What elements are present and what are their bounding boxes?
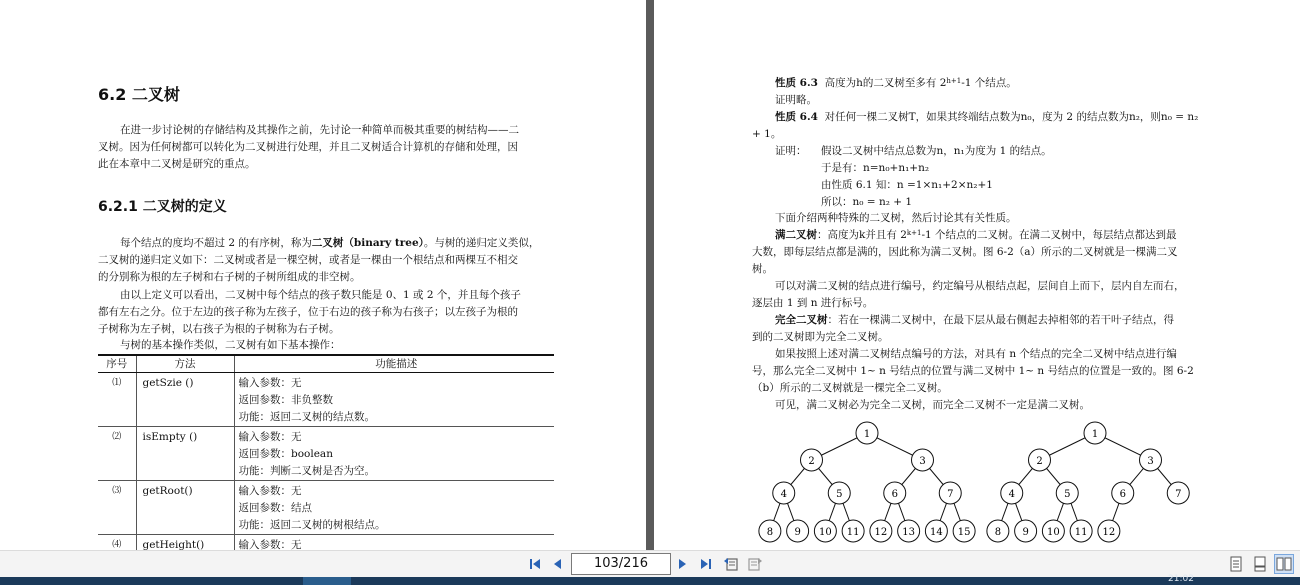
row-method: getRoot() bbox=[136, 480, 234, 534]
full-tree-node-label: 3 bbox=[919, 456, 926, 467]
full-binary-tree-def bbox=[775, 227, 1177, 244]
proof-line: 所以：n₀ = n₂ + 1 bbox=[821, 196, 913, 208]
two-page-icon bbox=[1276, 556, 1292, 572]
next-page-icon bbox=[675, 557, 689, 571]
full-tree-node-label: 7 bbox=[947, 489, 954, 500]
ops-intro-line: 与树的基本操作类似，二叉树有如下基本操作： bbox=[120, 339, 341, 351]
complete-tree-node-label: 11 bbox=[1074, 527, 1088, 538]
full-tree-node-label: 9 bbox=[794, 527, 801, 538]
taskbar-active-app[interactable] bbox=[303, 577, 351, 585]
complete-tree-node-label: 9 bbox=[1022, 527, 1029, 538]
definition-line: 二叉树的递归定义如下：二叉树或者是一棵空树，或者是一棵由一个根结点和两棵互不相交 bbox=[98, 254, 518, 266]
desc-line: 输入参数：无 bbox=[238, 538, 302, 551]
def-post: 。与树的递归定义类似， bbox=[423, 237, 540, 249]
row-no: ⑵ bbox=[98, 426, 136, 480]
full-pre: ：高度为k并且有 2 bbox=[817, 229, 907, 241]
desc-line: 输入参数：无 bbox=[238, 430, 302, 443]
property-6-3-sup: h+1 bbox=[946, 77, 962, 85]
full-line: 树。 bbox=[752, 263, 773, 275]
proof-line: 于是有：n=n₀+n₁+n₂ bbox=[821, 162, 930, 174]
section-title: 6.2 二叉树 bbox=[98, 85, 180, 104]
full-tree-node-label: 10 bbox=[819, 527, 832, 538]
row-desc bbox=[234, 426, 554, 480]
children-line: 子树称为左子树，以右孩子为根的子树称为右子树。 bbox=[98, 323, 340, 335]
row-desc bbox=[234, 372, 554, 426]
continuous-view-button[interactable] bbox=[1251, 555, 1269, 573]
complete-tree-node-label: 3 bbox=[1147, 456, 1154, 467]
full-tree-node-label: 1 bbox=[863, 429, 871, 440]
last-page-icon bbox=[699, 557, 713, 571]
full-tree-node-label: 6 bbox=[891, 489, 898, 500]
proof-line: 假设二叉树中结点总数为n，n₁为度为 1 的结点。 bbox=[821, 145, 1052, 157]
full-tree-node-label: 2 bbox=[808, 456, 815, 467]
left-page bbox=[0, 0, 646, 550]
complete-tree-node-label: 12 bbox=[1102, 527, 1116, 538]
complete-binary-tree-label: 完全二叉树 bbox=[775, 314, 828, 326]
complete-tree-node-label: 6 bbox=[1119, 489, 1126, 500]
children-line: 都有左右之分。位于左边的孩子称为左孩子，位于右边的孩子称为右孩子；以左孩子为根的 bbox=[98, 306, 518, 318]
row-method: getSzie () bbox=[136, 372, 234, 426]
full-tree-node-label: 13 bbox=[902, 527, 915, 538]
intro-line: 叉树。因为任何树都可以转化为二叉树进行处理，并且二叉树适合计算机的存储和处理，因 bbox=[98, 141, 518, 153]
numbering-line: 可以对满二叉树的结点进行编号，约定编号从根结点起，层间自上而下，层内自左而右， bbox=[775, 280, 1185, 292]
page-number-input[interactable]: 103/216 bbox=[571, 553, 671, 575]
row-desc bbox=[234, 480, 554, 534]
def-pre: 每个结点的度均不超过 2 的有序树，称为 bbox=[120, 237, 312, 249]
complete-tree-node-label: 4 bbox=[1008, 489, 1015, 500]
header-desc: 功能描述 bbox=[234, 355, 554, 372]
row-no: ⑶ bbox=[98, 480, 136, 534]
full-tree-node-label: 14 bbox=[930, 527, 943, 538]
def-keyword: 二叉树（binary tree） bbox=[311, 237, 424, 249]
os-taskbar bbox=[0, 574, 1300, 585]
back-icon bbox=[723, 556, 739, 572]
numbering-line: 逐层由 1 到 n 进行标号。 bbox=[752, 297, 874, 309]
numbered-line: （b）所示的二叉树就是一棵完全二叉树。 bbox=[752, 382, 948, 394]
complete-post: ：若在一棵满二叉树中，在最下层从最右侧起去掉相邻的若干叶子结点，得 bbox=[827, 314, 1174, 326]
property-6-3 bbox=[775, 75, 1017, 92]
complete-binary-tree-def bbox=[775, 312, 1174, 329]
complete-tree-node-label: 7 bbox=[1175, 489, 1182, 500]
definition-paragraph bbox=[98, 235, 550, 286]
single-page-view-button[interactable] bbox=[1227, 555, 1245, 573]
viewer-toolbar bbox=[0, 550, 1300, 577]
full-tree-node-label: 11 bbox=[846, 527, 860, 538]
full-tree-node-label: 4 bbox=[780, 489, 787, 500]
desc-line: 返回参数：结点 bbox=[238, 501, 312, 514]
row-method: getHeight() bbox=[136, 534, 234, 571]
special-intro: 下面介绍两种特殊的二叉树，然后讨论其有关性质。 bbox=[775, 212, 1017, 224]
numbered-line: 号，那么完全二叉树中 1~ n 号结点的位置与满二叉树中 1~ n 号结点的位置是一致的。图 6-2 bbox=[752, 365, 1194, 377]
single-page-icon bbox=[1229, 556, 1243, 572]
full-sup: k+1 bbox=[906, 229, 922, 237]
complete-tree-node-label: 1 bbox=[1091, 429, 1099, 440]
property-6-3-label: 性质 6.3 bbox=[775, 77, 818, 89]
numbered-line: 如果按照上述对满二叉树结点编号的方法，对具有 n 个结点的完全二叉树中结点进行编 bbox=[775, 348, 1177, 360]
full-binary-tree-label: 满二叉树 bbox=[775, 229, 817, 241]
first-page-icon bbox=[528, 557, 542, 571]
desc-line: 返回参数：非负整数 bbox=[238, 393, 333, 406]
header-method: 方法 bbox=[136, 355, 234, 372]
intro-paragraph bbox=[98, 122, 550, 173]
complete-tree-node-label: 10 bbox=[1047, 527, 1060, 538]
page-divider bbox=[646, 0, 654, 550]
full-line: 大数，即每层结点都是满的，因此称为满二叉树。图 6-2（a）所示的二叉树就是一棵满二叉 bbox=[752, 246, 1178, 258]
children-line: 由以上定义可以看出，二叉树中每个结点的孩子数只能是 0、1 或 2 个，并且每个孩子 bbox=[120, 289, 521, 301]
next-page-button[interactable] bbox=[673, 555, 691, 573]
header-no: 序号 bbox=[98, 355, 136, 372]
full-tree-node-label: 15 bbox=[957, 527, 971, 538]
row-method: isEmpty () bbox=[136, 426, 234, 480]
two-page-view-button[interactable] bbox=[1274, 554, 1294, 574]
desc-line: 功能：返回二叉树的树根结点。 bbox=[238, 518, 386, 531]
full-tree-node-label: 8 bbox=[766, 527, 774, 538]
property-6-3-text: 高度为h的二叉树至多有 2 bbox=[824, 77, 947, 89]
table-row bbox=[98, 426, 554, 480]
desc-line: 输入参数：无 bbox=[238, 484, 302, 497]
forward-icon bbox=[747, 556, 763, 572]
subsection-title: 6.2.1 二叉树的定义 bbox=[98, 199, 227, 215]
desc-line: 功能：返回二叉树的结点数。 bbox=[238, 410, 375, 423]
table-header-row bbox=[98, 355, 554, 372]
property-6-4-label: 性质 6.4 bbox=[775, 111, 818, 123]
full-tree-node-label: 12 bbox=[874, 527, 888, 538]
operations-table bbox=[98, 354, 554, 571]
continuous-page-icon bbox=[1253, 556, 1267, 572]
desc-line: 功能：判断二叉树是否为空。 bbox=[238, 464, 375, 477]
taskbar-clock: 21:02 bbox=[1168, 574, 1194, 584]
proof-line: 由性质 6.1 知：n =1×n₁+2×n₂+1 bbox=[821, 179, 993, 191]
proof-omitted: 证明略。 bbox=[775, 94, 817, 106]
prev-page-button[interactable] bbox=[549, 555, 567, 573]
complete-line: 到的二叉树即为完全二叉树。 bbox=[752, 331, 889, 343]
definition-line: 的分别称为根的左子树和右子树的子树所组成的非空树。 bbox=[98, 271, 361, 283]
table-row bbox=[98, 372, 554, 426]
property-6-3-post: -1 个结点。 bbox=[961, 77, 1017, 89]
first-page-button[interactable] bbox=[526, 555, 544, 573]
complete-tree-node-label: 5 bbox=[1064, 489, 1071, 500]
table-row bbox=[98, 480, 554, 534]
row-no: ⑷ bbox=[98, 534, 136, 571]
complete-tree-node-label: 2 bbox=[1036, 456, 1043, 467]
binary-tree-figure bbox=[752, 418, 1202, 550]
back-button[interactable] bbox=[722, 555, 740, 573]
desc-line: 输入参数：无 bbox=[238, 376, 302, 389]
row-no: ⑴ bbox=[98, 372, 136, 426]
complete-tree-node-label: 8 bbox=[994, 527, 1002, 538]
property-6-4-text: 对任何一棵二叉树T，如果其终端结点数为n₀，度为 2 的结点数为n₂，则n₀ = n₂ bbox=[824, 111, 1199, 123]
intro-line: 在进一步讨论树的存储结构及其操作之前，先讨论一种简单而极其重要的树结构——二 bbox=[120, 124, 519, 136]
forward-button[interactable] bbox=[746, 555, 764, 573]
desc-line: 返回参数：boolean bbox=[238, 447, 333, 460]
definition-first-line bbox=[98, 235, 550, 252]
full-post: -1 个结点的二叉树。在满二叉树中，每层结点都达到最 bbox=[921, 229, 1177, 241]
children-paragraph bbox=[98, 287, 550, 338]
intro-line: 此在本章中二叉树是研究的重点。 bbox=[98, 158, 256, 170]
property-6-4 bbox=[775, 109, 1198, 126]
last-page-button[interactable] bbox=[697, 555, 715, 573]
conclusion: 可见，满二叉树必为完全二叉树，而完全二叉树不一定是满二叉树。 bbox=[775, 399, 1090, 411]
full-tree-node-label: 5 bbox=[836, 489, 843, 500]
property-6-4-cont: + 1。 bbox=[752, 128, 782, 140]
proof-label: 证明： bbox=[775, 145, 807, 157]
prev-page-icon bbox=[551, 557, 565, 571]
ops-intro bbox=[98, 337, 550, 354]
